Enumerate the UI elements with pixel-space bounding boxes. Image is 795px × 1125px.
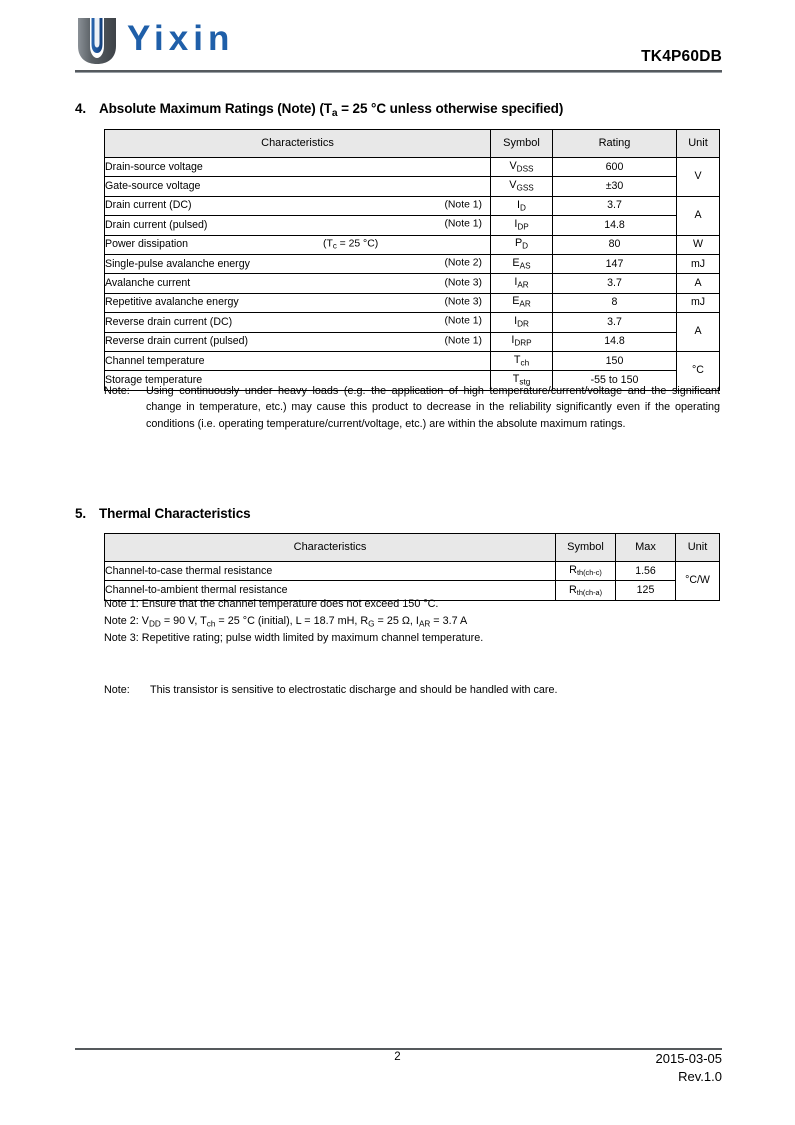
row-unit: W — [677, 235, 720, 254]
section-5-title: Thermal Characteristics — [99, 506, 251, 521]
note-1: Note 1: Ensure that the channel temperature does not exceed 150 °C. — [104, 598, 439, 610]
section-4-heading — [75, 101, 563, 119]
row-symbol: $T_{stg}$ — [491, 371, 553, 390]
row-rating: 3.7 — [553, 274, 677, 293]
row-rating: 14.8 — [553, 216, 677, 235]
col-characteristics: Characteristics — [105, 130, 491, 158]
row-rating: 147 — [553, 254, 677, 273]
table-row — [105, 254, 720, 273]
row-characteristic: Channel-to-ambient thermal resistance — [105, 581, 556, 600]
thermal-characteristics-table — [104, 533, 720, 601]
table-row — [105, 158, 720, 177]
row-symbol: $R_{th(ch-a)}$ — [556, 581, 616, 600]
row-note-ref: (Note 2) — [444, 257, 482, 269]
col-unit: Unit — [677, 130, 720, 158]
footer-divider — [75, 1048, 722, 1050]
table-row — [105, 562, 720, 581]
row-symbol: $I_{AR}$ — [491, 274, 553, 293]
row-characteristic: Drain current (pulsed) — [105, 218, 208, 231]
row-note-ref: (Note 1) — [444, 315, 482, 327]
note-text: Using continuously under heavy loads (e.g. the application of high temperature/current/voltage and the significant change in temperature, etc.) may cause this product to decrease in the reliability significantly even if the operating conditions (i.e. operating temperature/current/voltage, etc.) are within the absolute maximum ratings. — [146, 385, 720, 430]
row-rating: 14.8 — [553, 332, 677, 351]
row-rating: 80 — [553, 235, 677, 254]
row-unit: A — [677, 196, 720, 235]
row-rating: ±30 — [553, 177, 677, 196]
document-revision: Rev.1.0 — [678, 1068, 722, 1084]
row-symbol: $R_{th(ch-c)}$ — [556, 562, 616, 581]
section-4-number: 4. — [75, 101, 87, 116]
row-max: 125 — [616, 581, 676, 600]
page-number: 2 — [394, 1051, 401, 1063]
row-characteristic: Storage temperature — [105, 373, 203, 386]
row-rating: 8 — [553, 293, 677, 312]
col-max: Max — [616, 534, 676, 562]
col-symbol: Symbol — [556, 534, 616, 562]
company-logo — [75, 16, 234, 65]
row-note-ref: (Note 1) — [444, 218, 482, 230]
row-max: 1.56 — [616, 562, 676, 581]
row-note-ref: (Note 1) — [444, 335, 482, 347]
row-symbol: $I_{DRP}$ — [491, 332, 553, 351]
row-symbol: $V_{DSS}$ — [491, 158, 553, 177]
row-characteristic: Reverse drain current (pulsed) — [105, 335, 249, 348]
header-divider — [75, 70, 722, 73]
table-row — [105, 196, 720, 215]
section-4-title-subscript: a — [331, 107, 338, 119]
note-label: Note: — [104, 385, 130, 397]
note-2: Note 2: $V_{DD} = 90$ V, $T_{ch} = 25$ °C (initial), L = 18.7 mH, $R_G = 25$ Ω, $I_{AR} = 3.7$ A — [104, 614, 468, 628]
row-rating: 150 — [553, 351, 677, 370]
row-unit: A — [677, 274, 720, 293]
section-4-title-post: = 25 °C unless otherwise specified) — [337, 101, 564, 116]
row-symbol: $I_{DR}$ — [491, 313, 553, 332]
row-characteristic: Repetitive avalanche energy — [105, 296, 239, 309]
table-row — [105, 313, 720, 332]
row-rating: 3.7 — [553, 313, 677, 332]
page-header — [75, 14, 722, 74]
note-3: Note 3: Repetitive rating; pulse width limited by maximum channel temperature. — [104, 632, 484, 645]
row-symbol: $E_{AR}$ — [491, 293, 553, 312]
table-header-row — [105, 534, 720, 562]
row-characteristic: Gate-source voltage — [105, 180, 201, 193]
row-rating: 600 — [553, 158, 677, 177]
row-characteristic: Reverse drain current (DC) — [105, 315, 233, 328]
row-symbol: $I_D$ — [491, 196, 553, 215]
row-characteristic: Single-pulse avalanche energy — [105, 257, 250, 270]
col-rating: Rating — [553, 130, 677, 158]
part-number: TK4P60DB — [641, 48, 722, 65]
table-row — [105, 235, 720, 254]
table-row — [105, 293, 720, 312]
footer-meta — [656, 1050, 723, 1085]
row-unit: mJ — [677, 254, 720, 273]
esd-note — [104, 682, 720, 698]
row-rating: -55 to 150 — [553, 371, 677, 390]
row-characteristic: Channel-to-case thermal resistance — [105, 562, 556, 581]
row-unit: A — [677, 313, 720, 352]
row-characteristic: Channel temperature — [105, 354, 205, 367]
row-characteristic: Drain current (DC) — [105, 199, 192, 212]
row-symbol: $T_{ch}$ — [491, 351, 553, 370]
col-unit: Unit — [676, 534, 720, 562]
esd-note-text: This transistor is sensitive to electrostatic discharge and should be handled with care. — [150, 684, 558, 696]
yixin-u-shield-logo-icon — [75, 16, 119, 65]
esd-note-label: Note: — [104, 684, 130, 696]
row-note-ref: (Note 1) — [444, 199, 482, 211]
row-symbol: $I_{DP}$ — [491, 216, 553, 235]
row-characteristic: Drain-source voltage — [105, 160, 203, 173]
section-5-heading — [75, 506, 251, 521]
section-5-number: 5. — [75, 506, 87, 521]
section-5-notes — [104, 596, 483, 647]
row-symbol: $P_D$ — [491, 235, 553, 254]
row-rating: 3.7 — [553, 196, 677, 215]
section-4-note — [104, 383, 720, 432]
row-characteristic: Power dissipation — [105, 238, 189, 251]
table-row — [105, 274, 720, 293]
ratings-rows — [105, 158, 720, 391]
row-note-ref: (Note 3) — [444, 277, 482, 289]
row-unit: °C — [677, 351, 720, 390]
row-note-ref: (Note 3) — [444, 296, 482, 308]
table-row — [105, 332, 720, 351]
thermal-rows — [105, 562, 720, 601]
absolute-maximum-ratings-table — [104, 129, 720, 391]
row-symbol: $V_{GSS}$ — [491, 177, 553, 196]
row-unit: °C/W — [676, 562, 720, 601]
table-row — [105, 216, 720, 235]
row-unit: mJ — [677, 293, 720, 312]
section-4-title-pre: Absolute Maximum Ratings (Note) (T — [99, 101, 332, 116]
row-condition: ($T_c = 25$ °C) — [323, 238, 379, 251]
row-characteristic: Avalanche current — [105, 276, 191, 289]
row-symbol: $E_{AS}$ — [491, 254, 553, 273]
document-date: 2015-03-05 — [655, 1051, 722, 1066]
table-header-row — [105, 130, 720, 158]
row-unit: V — [677, 158, 720, 197]
col-characteristics: Characteristics — [105, 534, 556, 562]
table-row — [105, 177, 720, 196]
table-row — [105, 351, 720, 370]
logo-wordmark: Yixin — [127, 19, 235, 58]
col-symbol: Symbol — [491, 130, 553, 158]
